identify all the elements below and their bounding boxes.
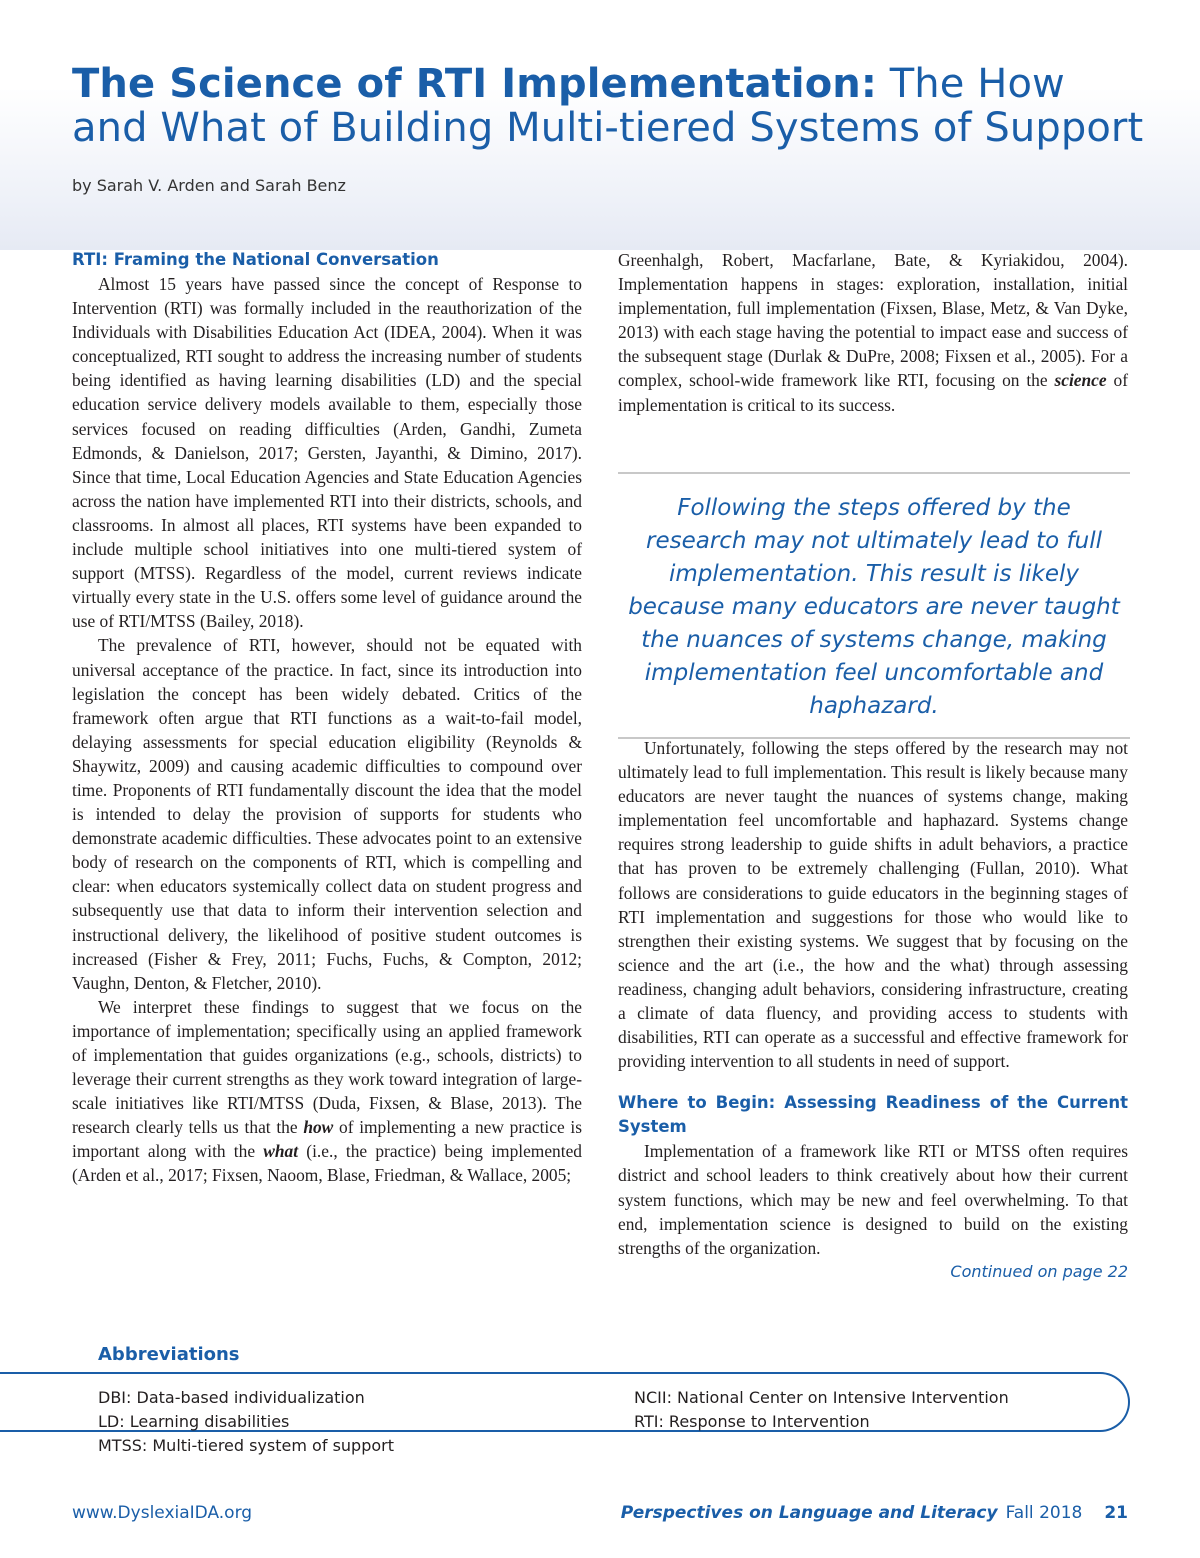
abbreviation-item: NCII: National Center on Intensive Intervention [634,1388,1009,1407]
abbreviation-item: RTI: Response to Intervention [634,1412,870,1431]
text-run: of implementing a new practice is important along with the [72,1117,582,1162]
left-column [72,248,582,1188]
paragraph [618,248,1128,417]
continued-link[interactable]: Continued on page 22 [950,1261,1128,1281]
abbreviation-item: MTSS: Multi-tiered system of support [98,1436,394,1455]
issue-label: Fall 2018 [1005,1503,1083,1523]
text-run: Greenhalgh, Robert, Macfarlane, Bate, & Kyriakidou, 2004). Implementation happens in stages: exploration, installation, initial implementation, full implementation (Fixsen, Blase, Metz, & Van Dyke, 2013) with each stage having the potential to impact ease and success of the subsequent stage (Durlak & DuPre, 2008; Fixsen et al., 2005). For a complex, school-wide framework like RTI, focusing on the [618,250,1128,391]
text-run: (i.e., the practice) being implemented (Arden et al., 2017; Fixsen, Naoom, Blase, Friedman, & Wallace, 2005; [72,1141,582,1186]
paragraph [72,995,582,1188]
footer-journal-info [621,1503,1128,1523]
right-column [618,248,1128,417]
abbreviation-item: DBI: Data-based individualization [98,1388,365,1407]
abbreviations-title: Abbreviations [98,1344,240,1365]
footer-url[interactable]: www.DyslexiaIDA.org [72,1503,253,1523]
pull-quote: Following the steps offered by the research may not ultimately lead to full implementation. This result is likely because many educators are never taught the nuances of systems change, making implementation feel uncomfortable and haphazard. [618,472,1130,739]
emphasis-science: science [1054,370,1107,391]
article-title [72,62,1152,150]
paragraph: Unfortunately, following the steps offered by the research may not ultimately lead to full implementation. This result is likely because many educators are never taught the nuances of systems change, making implementation feel uncomfortable and haphazard. Systems change requires strong leadership to guide shifts in adult behaviors, a practice that has proven to be extremely challenging (Fullan, 2010). What follows are considerations to guide educators in the beginning stages of RTI implementation and suggestions for those who would like to strengthen their existing systems. We suggest that by focusing on the science and the art (i.e., the how and the what) through assessing readiness, changing adult behaviors, considering infrastructure, creating a climate of data fluency, and providing access to students with disabilities, RTI can operate as a successful and effective framework for providing intervention to all students in need of support. [618,738,1128,1072]
right-column-lower [618,736,1128,1284]
title-rest: The How and What of Building Multi-tiered Systems of Support [72,61,1144,151]
byline: by Sarah V. Arden and Sarah Benz [72,176,346,195]
abbreviations-list-right [634,1386,1009,1434]
text-run: of implementation is critical to its success. [618,370,1128,415]
paragraph: Almost 15 years have passed since the concept of Response to Intervention (RTI) was formally included in the reauthorization of the Individuals with Disabilities Education Act (IDEA, 2004). When it was conceptualized, RTI sought to address the increasing number of students being identified as having learning disabilities (LD) and the special education service delivery models available to them, especially those services focused on reading difficulties (Arden, Gandhi, Zumeta Edmonds, & Danielson, 2017; Gersten, Jayanthi, & Dimino, 2017). Since that time, Local Education Agencies and State Education Agencies across the nation have implemented RTI into their districts, schools, and classrooms. In almost all places, RTI systems have been expanded to include multiple school initiatives into one multi-tiered system of support (MTSS). Regardless of the model, current reviews indicate virtually every state in the U.S. offers some level of guidance around the use of RTI/MTSS (Bailey, 2018). [72,274,582,632]
paragraph: Implementation of a framework like RTI or MTSS often requires district and school leaders to think creatively about how their current system functions, which may be new and feel overwhelming. To that end, implementation science is designed to build on the existing strengths of the organization. [618,1141,1128,1258]
emphasis-how: how [303,1117,334,1138]
title-bold-part: The Science of RTI Implementation: [72,61,877,107]
journal-name: Perspectives on Language and Literacy [620,1503,998,1523]
abbreviation-item: LD: Learning disabilities [98,1412,290,1431]
paragraph: The prevalence of RTI, however, should not be equated with universal acceptance of the practice. In fact, since its introduction into legislation the concept has been widely debated. Critics of the framework often argue that RTI functions as a wait-to-fail model, delaying assessments for special education eligibility (Reynolds & Shaywitz, 2009) and causing academic difficulties to compound over time. Proponents of RTI fundamentally discount the idea that the model is intended to delay the provision of supports for students who demonstrate academic difficulties. These advocates point to an extensive body of research on the components of RTI, which is compelling and clear: when educators systemically collect data on student progress and subsequently use that data to inform their intervention selection and instructional delivery, the likelihood of positive student outcomes is increased (Fisher & Frey, 2011; Fuchs, Fuchs, & Compton, 2012; Vaughn, Denton, & Fletcher, 2010). [72,635,582,993]
text-run: We interpret these findings to suggest that we focus on the importance of implementation; specifically using an applied framework of implementation that guides organizations (e.g., schools, districts) to leverage their current strengths as they work toward integration of large-scale initiatives like RTI/MTSS (Duda, Fixsen, & Blase, 2013). The research clearly tells us that the [72,996,582,1138]
page-number: 21 [1104,1503,1128,1523]
emphasis-what: what [263,1141,299,1162]
abbreviations-list-left [98,1386,394,1458]
section-heading-where-to-begin: Where to Begin: Assessing Readiness of the Current System [618,1093,1128,1137]
section-heading-national-conversation: RTI: Framing the National Conversation [72,250,439,269]
